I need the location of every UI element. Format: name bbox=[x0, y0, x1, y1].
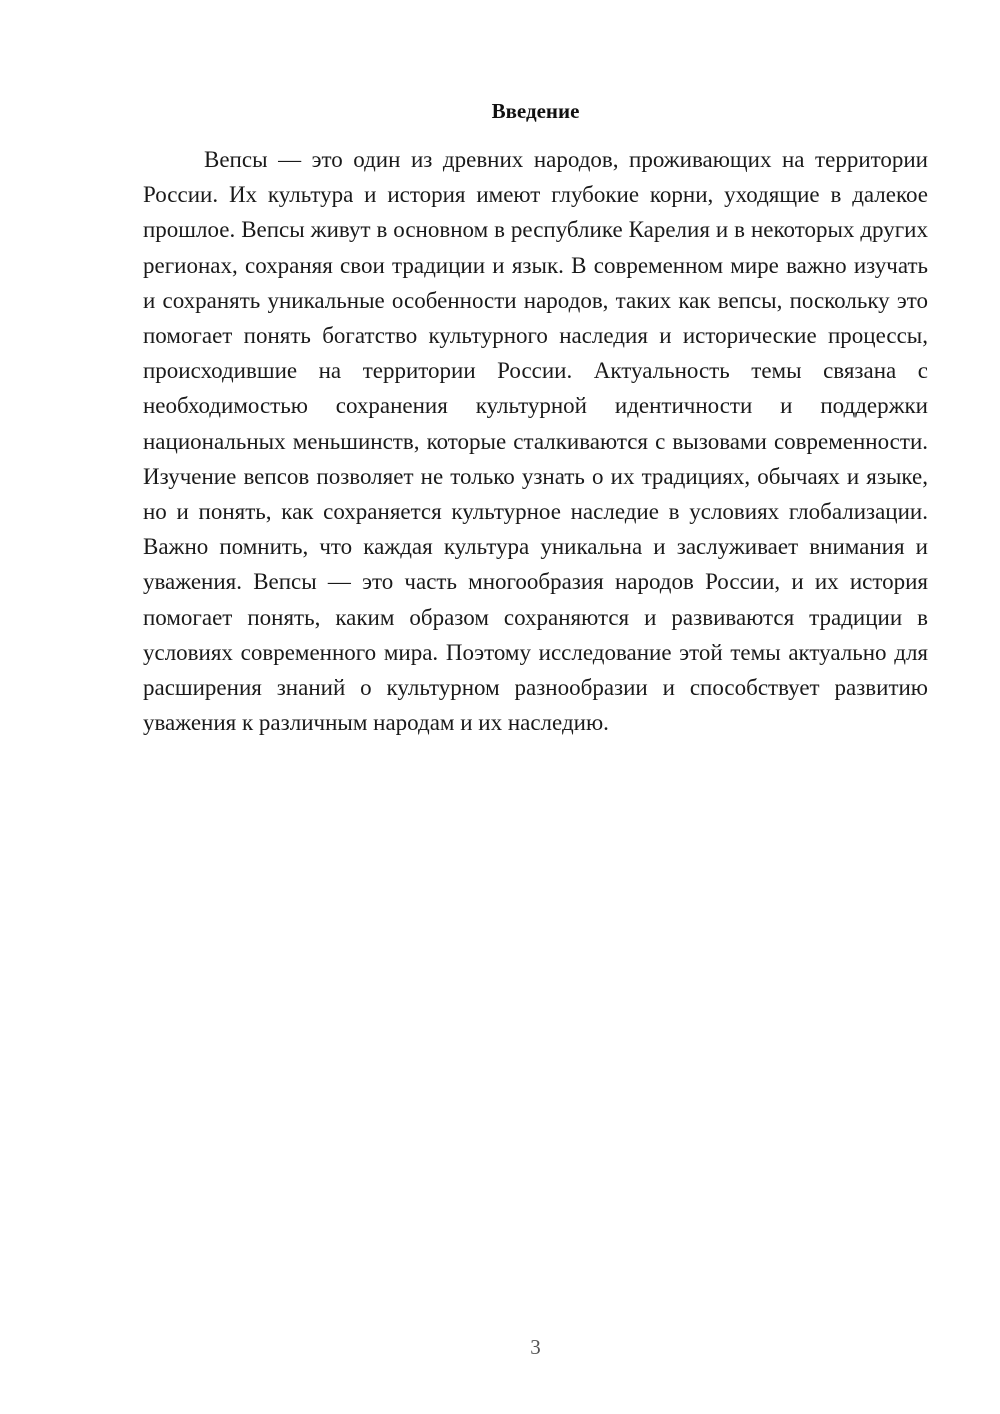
page-number: 3 bbox=[530, 1335, 541, 1359]
section-heading: Введение bbox=[491, 99, 580, 123]
body-paragraph: Вепсы — это один из древних народов, проживающих на территории России. Их культура и история имеют глубокие корни, уходящие в далекое прошлое. Вепсы живут в основном в республике Карелия и в некоторых других регионах, сохраняя свои традиции и язык. В современном мире важно изучать и сохранять уникальные особенности народов, таких как вепсы, поскольку это помогает понять богатство культурного наследия и исторические процессы, происходившие на территории России. Актуальность темы связана с необходимостью сохранения культурной идентичности и поддержки национальных меньшинств, которые сталкиваются с вызовами современности. Изучение вепсов позволяет не только узнать о их традициях, обычаях и языке, но и понять, как сохраняется культурное наследие в условиях глобализации. Важно помнить, что каждая культура уникальна и заслуживает внимания и уважения. Вепсы — это часть многообразия народов России, и их история помогает понять, каким образом сохраняются и развиваются традиции в условиях современного мира. Поэтому исследование этой темы актуально для расширения знаний о культурном разнообразии и способствует развитию уважения к различным народам и их наследию. bbox=[143, 147, 928, 736]
